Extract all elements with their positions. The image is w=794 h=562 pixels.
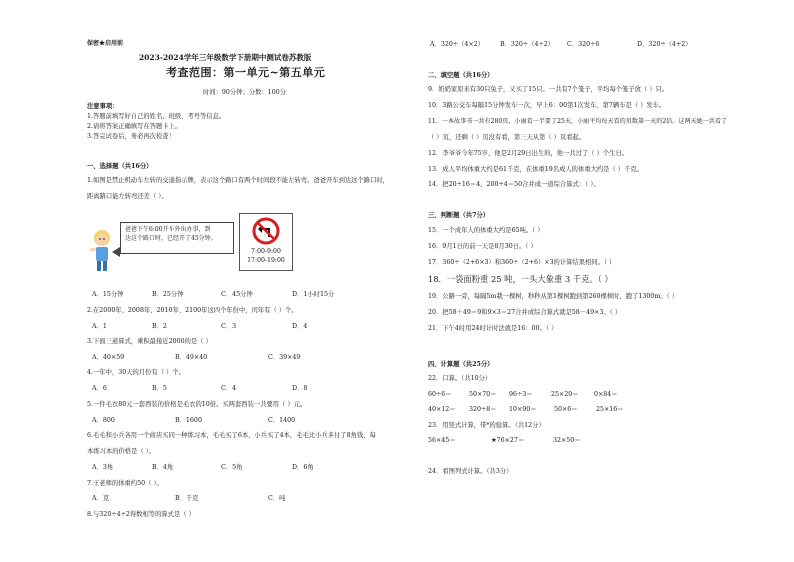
question-24: 24．看图列式计算。（共3分） xyxy=(428,468,513,475)
q8-option: A．320÷（4×2） xyxy=(430,41,485,48)
note-item: 3.答完试卷后，务必再次检查！ xyxy=(87,133,175,140)
q6-option: A．3角 xyxy=(92,464,114,471)
q5-option: C．1400 xyxy=(268,417,296,424)
secret-label: 保密★启用前 xyxy=(87,40,124,47)
speech-tail xyxy=(112,247,120,257)
q1-option: B．25分钟 xyxy=(152,291,184,298)
calc-item: ★76×27＝ xyxy=(491,437,525,444)
q6-option: D．6角 xyxy=(292,464,314,471)
calc-item: 60÷6＝ xyxy=(428,391,452,398)
q1-option: A．15分钟 xyxy=(92,291,124,298)
question-14: 14．把20÷16＝4，200÷4＝50合并成一道综合算式：（ ）。 xyxy=(428,181,600,188)
speech-line: 爸爸下午6:00开车外出办事，到 xyxy=(125,226,211,233)
q3-option: C．39×49 xyxy=(268,354,301,361)
exam-scope: 考查范围：第一单元~第五单元 xyxy=(166,66,326,79)
q3-option: B．49×40 xyxy=(175,354,208,361)
q2-option: C．3 xyxy=(221,323,237,330)
q8-option: B．320÷（4÷2） xyxy=(500,41,555,48)
q7-option: A．克 xyxy=(92,495,110,502)
question-1-line1: 1.如图是禁止机动车左转的交通指示牌，表示这个路口有两个时间段不能左转弯。爸爸开车到达这个路口时， xyxy=(87,177,389,184)
q7-option: C．吨 xyxy=(268,495,286,502)
calc-item: 32×50＝ xyxy=(553,437,581,444)
question-16: 16．9月1日的前一天是8月30日。（ ） xyxy=(428,243,537,250)
question-19: 19．公路一旁，每隔5m栽一棵树，秒秒从第1棵树跑到第260棵树时，跑了1300m。（ ） xyxy=(428,293,679,300)
q4-option: C．4 xyxy=(221,385,237,392)
sign-time-evening: 17:00-19:00 xyxy=(247,257,285,264)
question-3: 3.下面三道算式，乘积最接近2000的是（ ） xyxy=(87,338,212,345)
calc-item: 40×12＝ xyxy=(428,406,456,413)
question-12: 12．李爷爷今年75岁，他是2月29日出生的，他一共过了（ ）个生日。 xyxy=(428,150,629,157)
q4-option: A．6 xyxy=(92,385,107,392)
q7-option: B．千克 xyxy=(175,495,199,502)
note-item: 1.答题前填写好自己的姓名、班级、考号等信息。 xyxy=(87,113,226,120)
calc-item: 56×45＝ xyxy=(428,437,456,444)
question-8: 8.与320÷4÷2得数相等的算式是（ ） xyxy=(87,511,195,518)
exam-title: 2023-2024学年三年级数学下册期中测试卷苏教版 xyxy=(139,53,312,62)
question-11-line1: 11．一本故事书一共有280页，小丽看一半要了25天，小丽平均每天看的页数第一天的2倍。这两天她一共看了 xyxy=(428,118,728,125)
q2-option: B．2 xyxy=(152,323,167,330)
question-10: 10．3路公交车每隔15分钟发车一次，早上6：00第1次发车，第7辆车是（ ）发车。 xyxy=(428,102,666,109)
question-23: 23．用竖式计算，带*的验算。（共12分） xyxy=(428,422,545,429)
q1-option: C．45分钟 xyxy=(221,291,253,298)
question-2: 2.在2000年、2008年、2010年、2100年这四个年份中，闰年有（ ）个。 xyxy=(87,307,298,314)
calc-item: 0×84＝ xyxy=(594,391,618,398)
time-score: 时间：90分钟；分数：100分 xyxy=(203,89,287,96)
q5-option: A．800 xyxy=(92,417,115,424)
q2-option: D．4 xyxy=(292,323,308,330)
question-1-line2: 距离路口能左转弯还差（ ）。 xyxy=(87,193,168,200)
q1-option: D．1小时15分 xyxy=(292,291,335,298)
question-4: 4.一年中，30天的月份有（ ）个。 xyxy=(87,369,185,376)
q2-option: A．1 xyxy=(92,323,107,330)
section-calc-title: 四、计算题（共25分） xyxy=(428,361,494,368)
calc-item: 25×20＝ xyxy=(551,391,579,398)
question-17: 17．360÷（2+6×3）和360÷（2+6）×3的计算结果相同。（ ） xyxy=(428,259,616,266)
calc-item: 320÷8＝ xyxy=(469,406,497,413)
calc-item: 96÷3＝ xyxy=(509,391,533,398)
q4-option: B．5 xyxy=(152,385,167,392)
question-6-line2: 本练习本的价格是（ ）。 xyxy=(87,448,156,455)
sign-time-morning: 7:00-9:00 xyxy=(251,248,281,255)
calc-item: 10×90＝ xyxy=(509,406,537,413)
speech-bubble xyxy=(120,222,234,254)
question-13: 13．成人平均体重大约是61千克，在体重19名成人的体重大约是（ ）千克。 xyxy=(428,166,643,173)
q5-option: B．1600 xyxy=(175,417,202,424)
question-6-line1: 6.毛毛和小兵各用一个商店买同一种练习本，毛毛买了6本，小兵买了4本，毛毛比小兵多付了8角钱，每 xyxy=(87,432,376,439)
question-9: 9．奶奶家原来有30只兔子，又买了15只。一共有7个笼子，平均每个笼子放（ ）只。 xyxy=(428,86,669,93)
no-left-turn-sign xyxy=(239,213,293,271)
question-21: 21．下午4时用24时计时法就是16：00。（ ） xyxy=(428,325,558,332)
q8-option: C．320÷6 xyxy=(567,41,600,48)
question-5: 5.一件毛衣80元一套西装的价格是毛衣的10倍。买两套西装一共要用（ ）元。 xyxy=(87,401,307,408)
q6-option: B．4角 xyxy=(152,464,174,471)
section-fill-title: 二、填空题（共16分） xyxy=(428,72,494,79)
question-7: 7.王老师的体重约50（ ）。 xyxy=(87,480,163,487)
section-judge-title: 三、判断题（共7分） xyxy=(428,212,490,219)
notes-title: 注意事项： xyxy=(87,103,119,110)
calc-item: 50×70＝ xyxy=(469,391,497,398)
q6-option: C．5角 xyxy=(221,464,243,471)
question-20: 20．把58＋49＝9和9×3＝27合并成综合算式就是58－49×3。（ ） xyxy=(428,309,622,316)
question-15: 15．一个成年人的体重大约是65吨。（ ） xyxy=(428,227,544,234)
calc-item: 50×6＝ xyxy=(554,406,578,413)
question-22: 22．口算。（共10分） xyxy=(428,375,492,382)
note-item: 2.请将答案正确填写在答题卡上。 xyxy=(87,123,182,130)
no-left-turn-icon xyxy=(252,217,280,245)
speech-line: 达这个路口时，已经开了45分钟。 xyxy=(125,235,217,242)
q3-option: A．40×59 xyxy=(92,354,125,361)
q8-option: D．320÷（4+2） xyxy=(637,41,692,48)
question-11-line2: （ ）页，还剩（ ）页没有看，第三天从第（ ）页看起。 xyxy=(428,134,586,141)
section-choice-title: 一、选择题（共16分） xyxy=(87,163,153,170)
question-18: 18．一袋面粉重 25 吨，一头大象重 3 千克。（ ） xyxy=(428,274,613,284)
calc-item: 25×16＝ xyxy=(596,406,624,413)
q4-option: D．8 xyxy=(292,385,308,392)
